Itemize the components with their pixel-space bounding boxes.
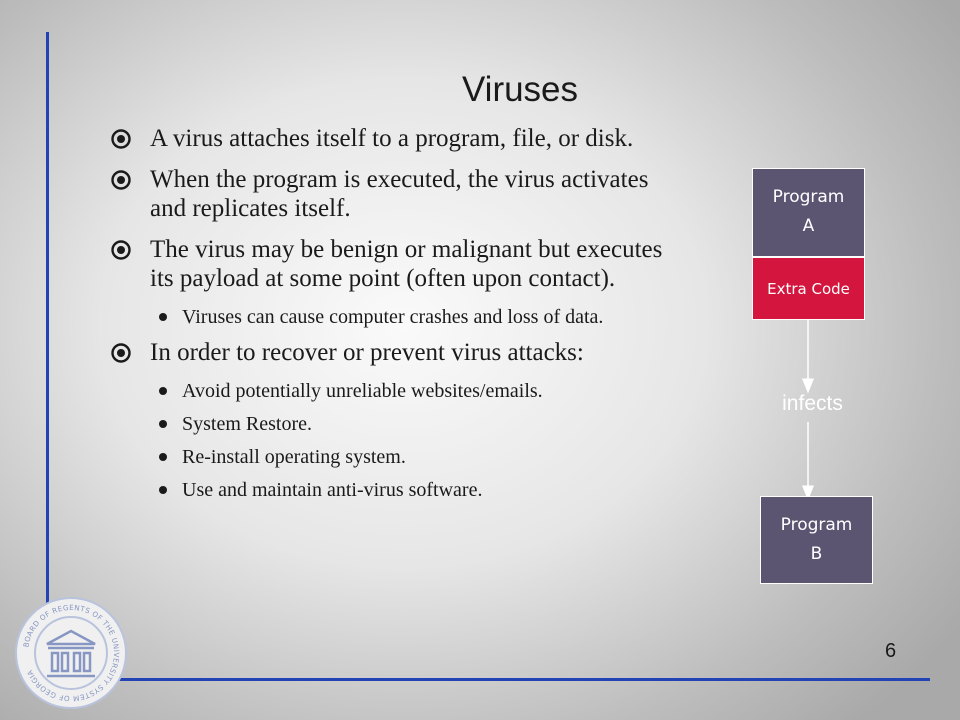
infects-label: infects (782, 392, 843, 415)
program-b-letter: B (810, 544, 823, 564)
sub-bullet-text: Viruses can cause computer crashes and loss of data. (182, 306, 604, 328)
sub-bullet-text: System Restore. (182, 413, 312, 435)
board-of-regents-seal-logo (14, 596, 128, 710)
sub-bullet-text: Re-install operating system. (182, 446, 406, 468)
sub-bullet-text: Use and maintain anti-virus software. (182, 479, 483, 501)
bullet-text: The virus may be benign or malignant but executes its payload at some point (often upon contact). (150, 236, 663, 292)
page-number: 6 (885, 640, 897, 662)
bullet-text: In order to recover or prevent virus attacks: (150, 339, 584, 366)
program-a-box (752, 168, 865, 257)
program-a-label: Program (772, 187, 845, 207)
bullet-text: A virus attaches itself to a program, file, or disk. (150, 125, 634, 152)
extra-code-box: Extra Code (752, 257, 865, 320)
sub-bullet-text: Avoid potentially unreliable websites/emails. (182, 380, 543, 402)
program-b-label: Program (780, 515, 853, 535)
program-a-letter: A (802, 216, 815, 236)
slide-title: Viruses (461, 70, 579, 109)
bullet-text: When the program is executed, the virus activates and replicates itself. (150, 166, 649, 222)
program-b-box (760, 496, 873, 584)
seal-text: BOARD OF REGENTS OF THE UNIVERSITY SYSTEM OF GEORGIA (21, 602, 122, 704)
